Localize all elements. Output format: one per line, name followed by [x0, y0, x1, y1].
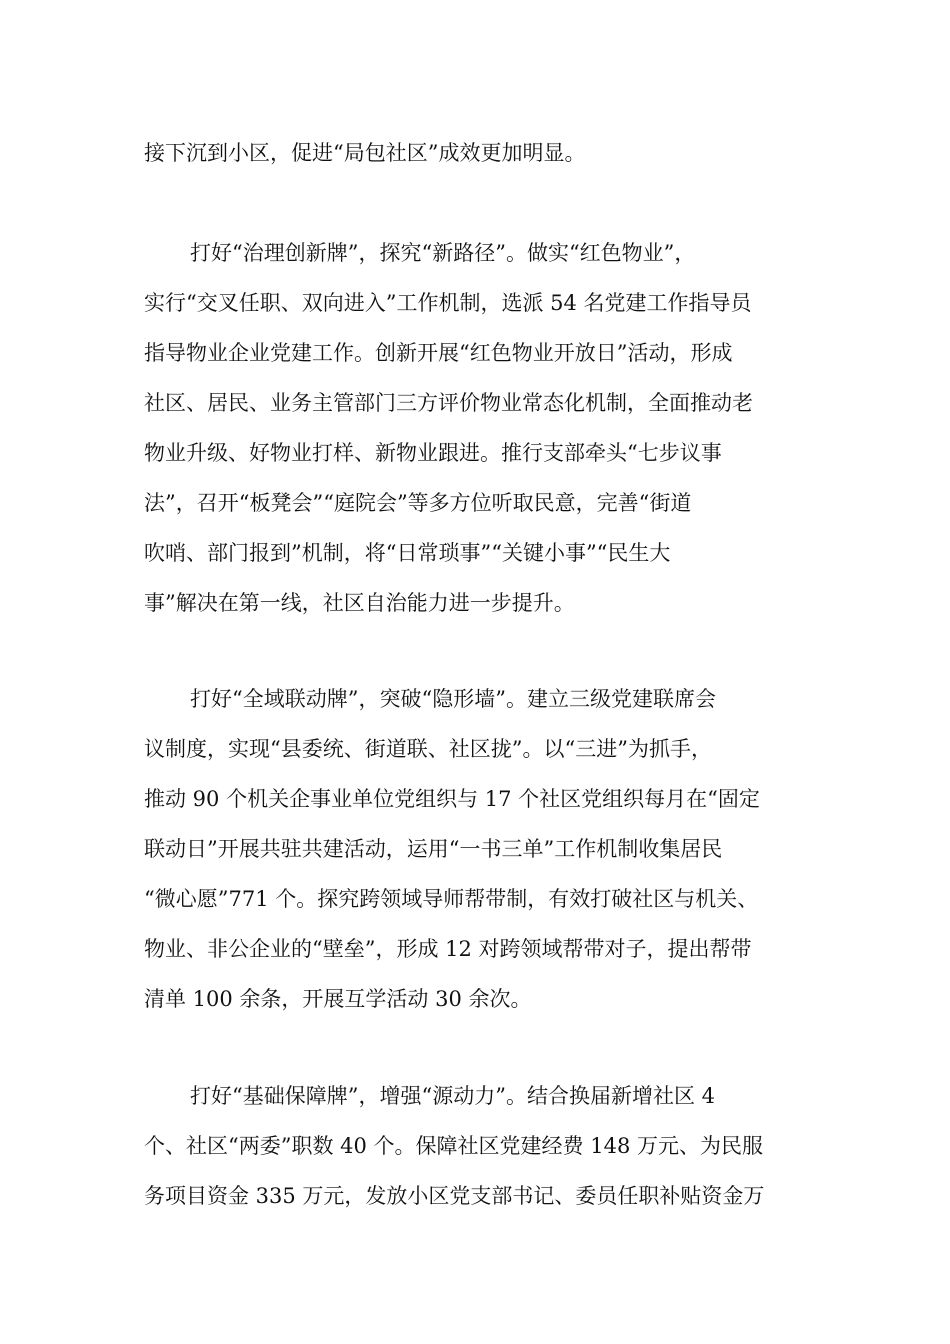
- paragraph-line: 社区、居民、业务主管部门三方评价物业常态化机制，全面推动老: [144, 391, 753, 415]
- continuation-paragraph: [144, 128, 812, 178]
- paragraph-line: 法”，召开“板凳会”“庭院会”等多方位听取民意，完善“街道: [144, 491, 692, 515]
- paragraph-line: “微心愿”771 个。探究跨领域导师帮带制，有效打破社区与机关、: [144, 887, 759, 911]
- paragraph-line: 物业、非公企业的“壁垒”，形成 12 对跨领域帮带对子，提出帮带: [144, 937, 752, 961]
- paragraph-line: 务项目资金 335 万元，发放小区党支部书记、委员任职补贴资金万: [144, 1184, 765, 1208]
- paragraph-line: 吹哨、部门报到”机制，将“日常琐事”“关键小事”“民生大: [144, 541, 671, 565]
- paragraph-line: 议制度，实现“县委统、街道联、社区拢”。以“三进”为抓手，: [144, 737, 712, 761]
- paragraph-line: 推动 90 个机关企事业单位党组织与 17 个社区党组织每月在“固定: [144, 787, 760, 811]
- paragraph-governance-innovation: [144, 228, 812, 628]
- paragraph-line: 事”解决在第一线，社区自治能力进一步提升。: [144, 591, 575, 615]
- paragraph-line: 个、社区“两委”职数 40 个。保障社区党建经费 148 万元、为民服: [144, 1134, 763, 1158]
- paragraph-regional-linkage: [144, 674, 812, 1024]
- paragraph-line: 打好“全域联动牌”，突破“隐形墙”。建立三级党建联席会: [190, 687, 716, 711]
- paragraph-line: 物业升级、好物业打样、新物业跟进。推行支部牵头“七步议事: [144, 441, 722, 465]
- paragraph-line: 清单 100 余条，开展互学活动 30 余次。: [144, 987, 532, 1011]
- paragraph-line: 联动日”开展共驻共建活动，运用“一书三单”工作机制收集居民: [144, 837, 723, 861]
- paragraph-line: 实行“交叉任职、双向进入”工作机制，选派 54 名党建工作指导员: [144, 291, 752, 315]
- paragraph-line: 打好“基础保障牌”，增强“源动力”。结合换届新增社区 4: [190, 1084, 715, 1108]
- paragraph-basic-support: [144, 1071, 812, 1221]
- paragraph-line: 指导物业企业党建工作。创新开展“红色物业开放日”活动，形成: [144, 341, 733, 365]
- paragraph-line: 打好“治理创新牌”，探究“新路径”。做实“红色物业”，: [190, 241, 696, 265]
- paragraph-line: 接下沉到小区，促进“局包社区”成效更加明显。: [144, 141, 586, 165]
